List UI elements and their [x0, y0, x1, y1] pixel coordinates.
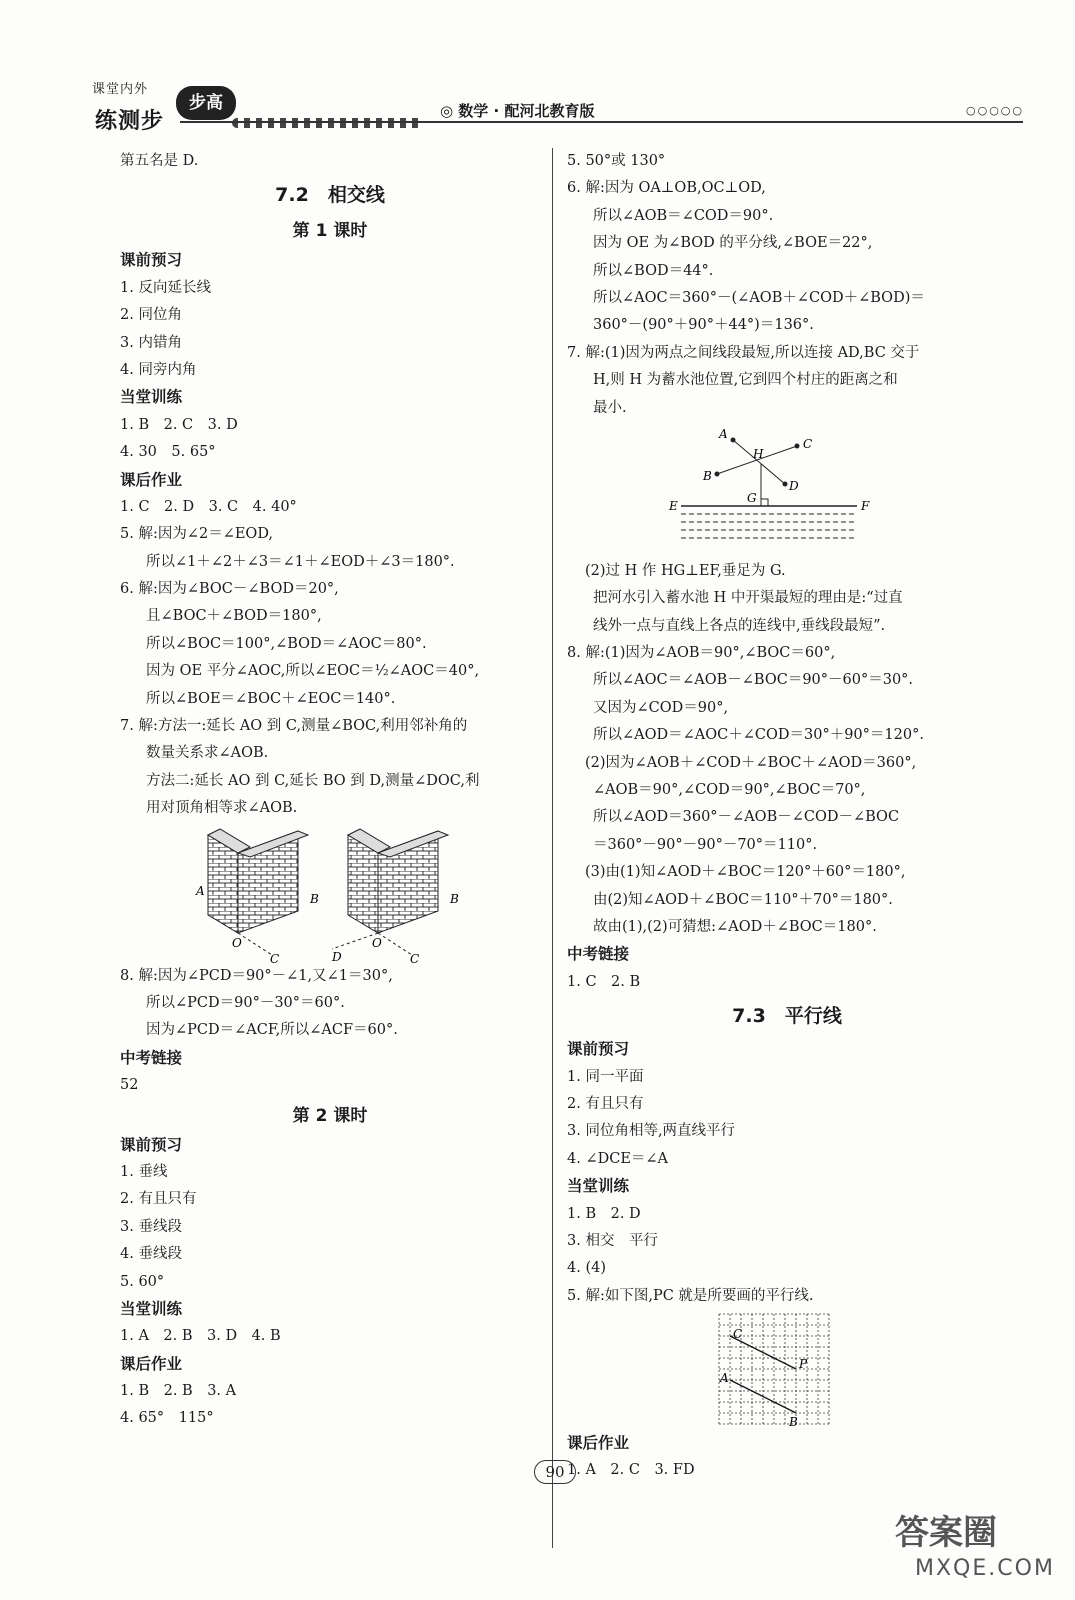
answer-line: 1. A 2. B 3. D 4. B [120, 1328, 281, 1345]
answer-line: 8. 解:因为∠PCD＝90°－∠1,又∠1＝30°, [120, 967, 393, 984]
answer-line: 方法二:延长 AO 到 C,延长 BO 到 D,测量∠DOC,利 [146, 772, 480, 789]
column-divider [552, 148, 553, 1548]
brand-name: 练测步 [95, 109, 165, 134]
answer-line: 所以∠AOD＝360°－∠AOB－∠COD－∠BOC [593, 809, 900, 826]
answer-line: 所以∠BOC＝100°,∠BOD＝∠AOC＝80°. [146, 635, 427, 652]
section-heading: 课前预习 [120, 251, 183, 270]
answer-line: 所以∠BOD＝44°. [593, 262, 714, 279]
answer-line: 1. B 2. D [567, 1205, 641, 1222]
answer-line: 因为 OE 平分∠AOC,所以∠EOC＝½∠AOC＝40°, [146, 663, 480, 680]
brand-small-text: 课堂内外 [92, 82, 149, 97]
reservoir-label-d: D [789, 478, 799, 493]
answer-line: 又因为∠COD＝90°, [593, 699, 729, 716]
walls-label-b2: B [450, 891, 459, 906]
answer-line: (2)因为∠AOB＋∠COD＋∠BOC＋∠AOD＝360°, [585, 754, 917, 771]
answer-line: 所以∠AOD＝∠AOC＋∠COD＝30°＋90°＝120°. [593, 727, 924, 744]
answer-line: 由(2)知∠AOD＋∠BOC＝110°＋70°＝180°. [593, 891, 893, 908]
section-heading: 中考链接 [120, 1048, 183, 1067]
answer-line: (3)由(1)知∠AOD＋∠BOC＝120°＋60°＝180°, [585, 864, 906, 881]
answer-line: 用对顶角相等求∠AOB. [146, 800, 298, 817]
answer-line: 4. 垂线段 [120, 1246, 182, 1263]
grid-label-b: B [789, 1415, 798, 1430]
answer-line: 1. 垂线 [120, 1163, 168, 1180]
answer-line: 2. 同位角 [120, 307, 182, 324]
reservoir-label-f: F [861, 498, 870, 513]
grid-label-a: A [720, 1371, 729, 1386]
answer-line: 5. 解:因为∠2＝∠EOD, [120, 526, 274, 543]
walls-label-o2: O [372, 935, 382, 950]
answer-line: 所以∠AOC＝∠AOB－∠BOC＝90°－60°＝30°. [593, 672, 914, 689]
answer-line: 5. 60° [120, 1273, 165, 1290]
answer-line: 1. C 2. D 3. C 4. 40° [120, 498, 297, 515]
chapter-title: 7.3 平行线 [732, 1005, 842, 1028]
answer-line: 所以∠AOC＝360°－(∠AOB＋∠COD＋∠BOD)＝ [593, 289, 925, 306]
answer-line: 所以∠AOB＝∠COD＝90°. [593, 207, 774, 224]
answer-line: 6. 解:因为 OA⊥OB,OC⊥OD, [567, 180, 766, 197]
answer-line: 4. 同旁内角 [120, 361, 197, 378]
answer-line: 4. (4) [567, 1260, 606, 1277]
section-heading: 课后作业 [567, 1434, 630, 1453]
header-dots: ○○○○○ [966, 104, 1024, 117]
answer-line: 4. 30 5. 65° [120, 444, 216, 461]
walls-label-b: B [310, 891, 319, 906]
reservoir-label-e: E [669, 498, 678, 513]
answer-line: 且∠BOC＋∠BOD＝180°, [146, 608, 322, 625]
answer-line: 1. 同一平面 [567, 1068, 644, 1085]
answer-line: 所以∠1＋∠2＋∠3＝∠1＋∠EOD＋∠3＝180°. [146, 553, 455, 570]
answer-line: 3. 相交 平行 [567, 1232, 658, 1249]
answer-line: 3. 同位角相等,两直线平行 [567, 1123, 736, 1140]
header-decoration [232, 118, 422, 128]
walls-label-c: C [270, 951, 280, 963]
answer-line: 线外一点与直线上各点的连线中,垂线段最短”. [593, 617, 886, 634]
page-number: 90 [534, 1460, 575, 1484]
answer-line: 4. 65° 115° [120, 1410, 214, 1427]
grid-label-c: C [733, 1327, 743, 1342]
parallel-grid-diagram [567, 1310, 1007, 1430]
answer-line: H,则 H 为蓄水池位置,它到四个村庄的距离之和 [593, 372, 898, 389]
section-heading: 课前预习 [120, 1135, 183, 1154]
answer-line: 7. 解:方法一:延长 AO 到 C,测量∠BOC,利用邻补角的 [120, 718, 468, 735]
answer-line: 3. 内错角 [120, 334, 182, 351]
section-heading: 中考链接 [567, 945, 630, 964]
section-heading: 当堂训练 [567, 1177, 630, 1196]
answer-line: ＝360°－90°－90°－70°＝110°. [593, 836, 818, 853]
answer-line: 5. 解:如下图,PC 就是所要画的平行线. [567, 1287, 814, 1304]
section-heading: 当堂训练 [120, 388, 183, 407]
answer-line: 数量关系求∠AOB. [146, 745, 269, 762]
reservoir-label-c: C [803, 436, 813, 451]
answer-line: ∠AOB＝90°,∠COD＝90°,∠BOC＝70°, [593, 782, 866, 799]
answer-line: 2. 有且只有 [567, 1095, 644, 1112]
walls-label-d: D [332, 949, 342, 963]
reservoir-label-h: H [753, 446, 764, 461]
answer-line: 5. 50°或 130° [567, 153, 666, 169]
section-heading: 课前预习 [567, 1040, 630, 1059]
walls-label-a: A [196, 883, 205, 898]
answer-line: 1. C 2. B [567, 973, 641, 990]
answer-line: 第五名是 D. [120, 153, 199, 169]
answer-line: 3. 垂线段 [120, 1218, 182, 1235]
answer-line: 4. ∠DCE＝∠A [567, 1150, 669, 1167]
brand-badge: 步高 [176, 86, 236, 120]
answer-line: 1. B 2. B 3. A [120, 1383, 237, 1400]
section-heading: 当堂训练 [120, 1299, 183, 1318]
header-rule [180, 121, 1023, 123]
walls-label-c2: C [410, 951, 420, 963]
right-column [567, 148, 1007, 1485]
answer-line: 故由(1),(2)可猜想:∠AOD＋∠BOC＝180°. [593, 918, 877, 935]
header-title: ◎ 数学 · 配河北教育版 [440, 102, 595, 120]
reservoir-label-a: A [719, 426, 728, 441]
walls-label-o: O [232, 935, 242, 950]
page-footer [500, 1460, 610, 1484]
answer-line: (2)过 H 作 HG⊥EF,垂足为 G. [585, 562, 786, 579]
answer-line: 52 [120, 1077, 139, 1094]
brick-walls-figure [120, 823, 540, 963]
answer-line: 所以∠BOE＝∠BOC＋∠EOC＝140°. [146, 690, 396, 707]
answer-line: 360°－(90°＋90°＋44°)＝136°. [593, 317, 814, 334]
answer-line: 所以∠PCD＝90°－30°＝60°. [146, 994, 345, 1011]
answer-line: 1. 反向延长线 [120, 279, 211, 296]
reservoir-diagram [567, 422, 1007, 558]
answer-line: 因为 OE 为∠BOD 的平分线,∠BOE＝22°, [593, 235, 873, 252]
answer-line: 7. 解:(1)因为两点之间线段最短,所以连接 AD,BC 交于 [567, 344, 920, 361]
answer-line: 因为∠PCD＝∠ACF,所以∠ACF＝60°. [146, 1022, 398, 1039]
section-heading: 课后作业 [120, 1354, 183, 1373]
answer-line: 1. B 2. C 3. D [120, 416, 238, 433]
grid-figure [567, 1310, 1007, 1430]
answer-line: 1. A 2. C 3. FD [567, 1462, 695, 1479]
answer-line: 把河水引入蓄水池 H 中开渠最短的理由是:“过直 [593, 590, 903, 607]
watermark-url: MXQE.COM [915, 1556, 1055, 1581]
lesson-title: 第 2 课时 [292, 1105, 368, 1126]
lesson-title: 第 1 课时 [292, 221, 368, 242]
answer-line: 8. 解:(1)因为∠AOB＝90°,∠BOC＝60°, [567, 645, 836, 662]
grid-label-p: P [799, 1357, 808, 1372]
brick-walls-diagram [120, 823, 540, 963]
chapter-title: 7.2 相交线 [275, 184, 385, 207]
reservoir-figure [567, 422, 1007, 558]
section-heading: 课后作业 [120, 470, 183, 489]
answer-line: 2. 有且只有 [120, 1191, 197, 1208]
answer-line: 最小. [593, 399, 627, 416]
left-column [120, 148, 540, 1433]
watermark-logo: 答案圈 [895, 1513, 997, 1553]
reservoir-label-g: G [747, 490, 757, 505]
answer-line: 6. 解:因为∠BOC－∠BOD＝20°, [120, 581, 339, 598]
reservoir-label-b: B [703, 468, 712, 483]
